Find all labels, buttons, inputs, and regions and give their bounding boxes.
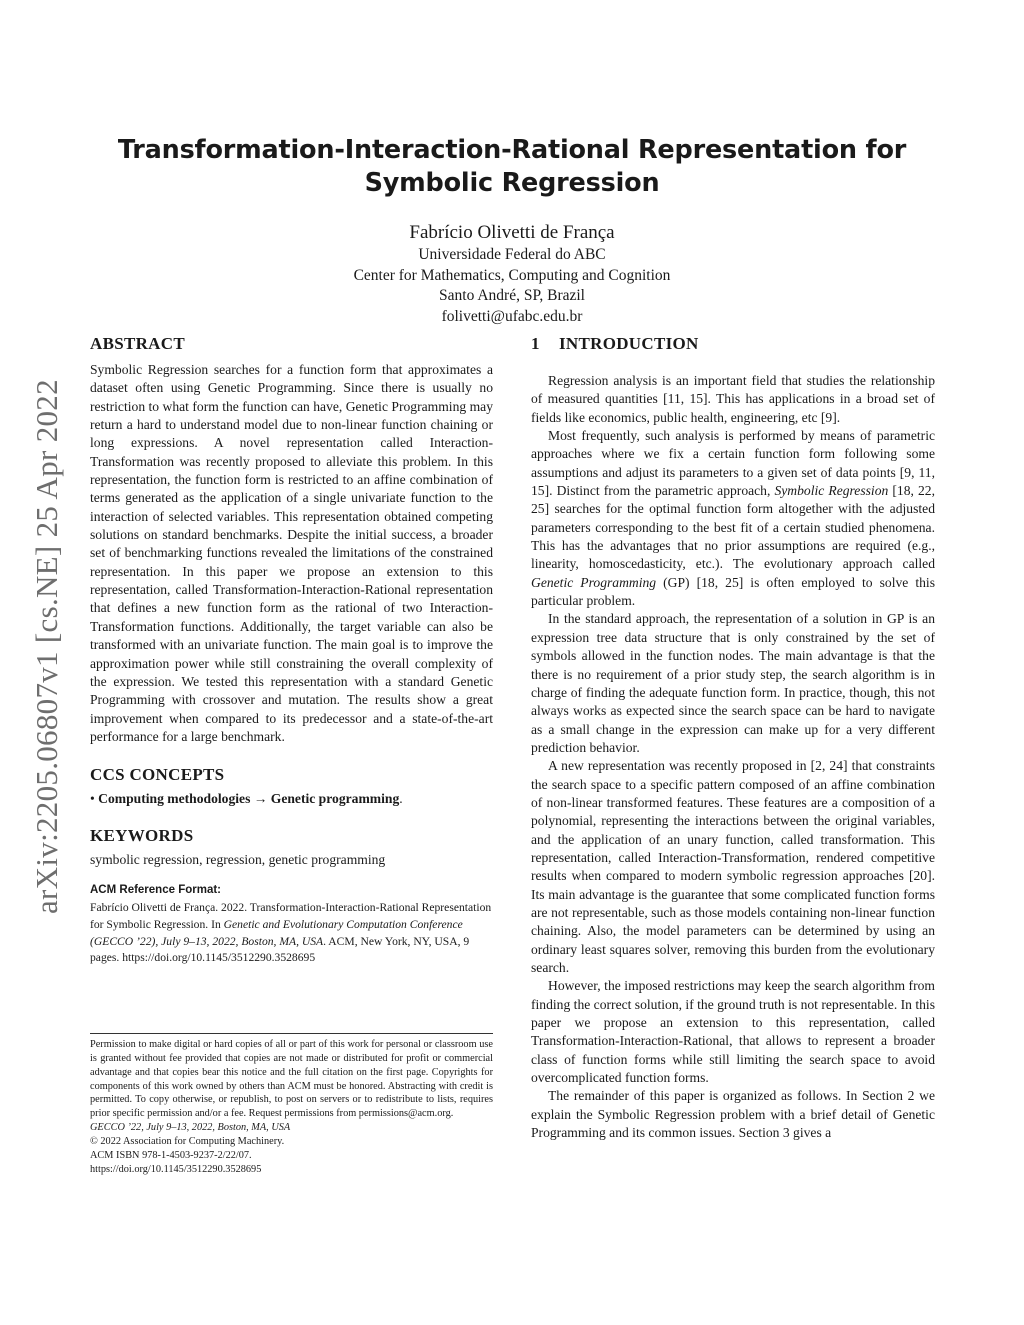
isbn-line: ACM ISBN 978-1-4503-9237-2/22/07.: [90, 1149, 252, 1161]
acm-reference-part2: . ACM, New York, NY, USA, 9 pages. https://doi.org/10.1145/3512290.3528695: [90, 934, 470, 965]
affiliation-center: Center for Mathematics, Computing and Cognition: [353, 266, 671, 284]
paper-title: [100, 134, 924, 200]
title-line-1: Transformation-Interaction-Rational Representation for: [117, 135, 907, 165]
abstract-text: Symbolic Regression searches for a function form that approximates a dataset often using Genetic Programming. Since there is usually no restriction to what form the function can have, Genetic Programming may return a hard to understand model due to non-linear function chaining or long expressions. A novel representation called Interaction-Transformation was recently proposed to alleviate this problem. In this representation, the function form is restricted to an affine combination of terms generated as the application of a single univariate function to the interaction of selected variables. This representation obtained competing solutions on standard benchmarks. Despite the initial success, a broader set of benchmarking functions revealed the limitations of the constrained representation. In this paper we propose an extension to this representation, called Transformation-Interaction-Rational representation that defines a new function form as the rational of two Interaction-Transformation functions. Additionally, the target variable can also be transformed with an univariate function. The main goal is to improve the approximation power while still constraining the overall complexity of the expression. We tested this representation with a standard Genetic Programming with crossover and mutation. The results show a great improvement when compared to its predecessor and a state-of-the-art performance for a large benchmark.: [90, 362, 493, 744]
ccs-bullet: •: [90, 791, 95, 807]
author-location: Santo André, SP, Brazil: [439, 287, 585, 304]
affiliation-university: Universidade Federal do ABC: [418, 246, 606, 263]
conference-line: GECCO ’22, July 9–13, 2022, Boston, MA, USA: [90, 1122, 291, 1134]
intro-paragraph-2: Most frequently, such analysis is performed by means of parametric approaches where we fix a certain function form following some assumptions and adjust its parameters to a given set of data points [9, 11, 15]. Distinct from the parametric approach, Symbolic Regression [18, 22, 25] searches for the optimal function form altogether with the adjusted parameters corresponding to the best fit of a certain studied phenomena. This has the advantages that no prior assumptions are required (e.g., linearity, homoscedasticity, etc.). The evolutionary approach called Genetic Programming (GP) [18, 25] is often employed to solve this particular problem.: [531, 428, 935, 609]
abstract-heading: ABSTRACT: [90, 334, 185, 353]
intro-paragraph-5: However, the imposed restrictions may keep the search algorithm from finding the correct solution, if the ground truth is not representable. In this paper we propose an extension to this representation, called Transformation-Interaction-Rational, that allows to represent a broader class of function forms while still limiting the search space to avoid overcomplicated function forms.: [531, 978, 935, 1086]
title-line-2: Symbolic Regression: [364, 168, 660, 198]
intro-paragraph-4: A new representation was recently proposed in [2, 24] that constraints the search space to a specific pattern composed of an affine combination of non-linear transformed features. These features are a composition of a polynomial, representing the interactions between the original variables, and the application of an unary function, called transformation. This representation, called Interaction-Transformation, rendered competitive results when compared to modern symbolic regression approaches [20]. Its main advantage is the guarantee that some complicated function forms are not representable, such as those models containing non-linear function chaining. Also, the model parameters can be determined by using an ordinary least squares solver, removing this burden from the evolutionary search.: [531, 758, 935, 975]
right-column: [531, 333, 935, 1142]
permission-notice: Permission to make digital or hard copies of all or part of this work for personal or classroom use is granted without fee provided that copies are not made or distributed for profit or commercial advantage and that copies bear this notice and the full citation on the first page. Copyrights for components of this work owned by others than ACM must be honored. Abstracting with credit is permitted. To copy otherwise, or republish, to post on servers or to redistribute to lists, requires prior specific permission and/or a fee. Request permissions from permissions@acm.org.: [90, 1039, 493, 1120]
keywords-text: symbolic regression, regression, genetic programming: [90, 851, 386, 867]
arxiv-identifier: arXiv:2205.06807v1 [cs.NE] 25 Apr 2022: [29, 379, 64, 915]
ccs-concept: Computing methodologies → Genetic programming: [98, 791, 400, 807]
author-block: [200, 221, 824, 327]
copyright-line: © 2022 Association for Computing Machinery.: [90, 1135, 285, 1147]
left-column: [90, 333, 493, 967]
ccs-heading: CCS CONCEPTS: [90, 765, 225, 785]
doi-line: https://doi.org/10.1145/3512290.3528695: [90, 1163, 262, 1175]
intro-paragraph-3: In the standard approach, the representation of a solution in GP is an expression tree data structure that is only constrained by the set of symbols allowed in the function nodes. The main advantage is that the there is no requirement of a prior study step, the search algorithm is in charge of finding the adequate function form. In practice, though, this not always works as expected since the search space can be hard to navigate as a small change in the expression can make up for a very different prediction behavior.: [531, 611, 935, 755]
introduction-heading: [531, 333, 935, 355]
ccs-period: .: [399, 791, 403, 807]
author-email: folivetti@ufabc.edu.br: [441, 307, 583, 325]
author-name: Fabrício Olivetti de França: [409, 222, 615, 243]
intro-paragraph-1: Regression analysis is an important field that studies the relationship of measured quantities [11, 15]. This has applications in a broad set of fields like economics, public health, engineering, etc [9].: [531, 373, 935, 425]
acm-reference-heading: ACM Reference Format:: [90, 883, 221, 896]
intro-paragraph-6: The remainder of this paper is organized as follows. In Section 2 we explain the Symbolic Regression problem with a brief detail of Genetic Programming and its common issues. Section 3 gives a: [531, 1088, 935, 1141]
footnote-divider: [90, 1033, 493, 1034]
keywords-heading: KEYWORDS: [90, 825, 194, 845]
acm-reference-venue: Genetic and Evolutionary Computation Conference (GECCO ’22), July 9–13, 2022, Boston, MA, USA: [90, 917, 463, 948]
copyright-footnote: [90, 1038, 493, 1176]
section-number: 1: [531, 334, 540, 353]
acm-reference-text: [90, 900, 493, 967]
ccs-item: [90, 790, 493, 808]
section-title: INTRODUCTION: [559, 334, 699, 353]
acm-reference-part1: Fabrício Olivetti de França. 2022. Transformation-Interaction-Rational Representation for Symbolic Regression. In: [90, 900, 492, 931]
